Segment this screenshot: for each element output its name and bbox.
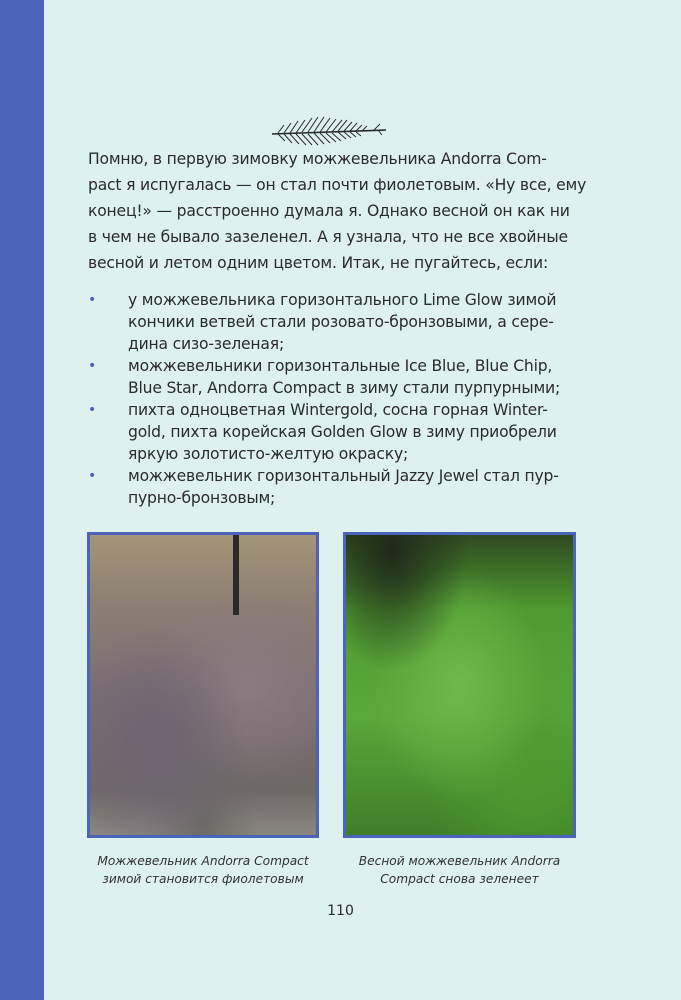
caption-line: зимой становится фиолетовым [102, 872, 304, 886]
photo-juniper-spring [343, 532, 576, 838]
caption-line: Можжевельник Andorra Compact [97, 854, 309, 868]
text-line: пурно-бронзовым; [128, 489, 276, 507]
list-item [88, 355, 580, 399]
bullet-icon: • [88, 358, 97, 374]
bullet-icon: • [88, 402, 97, 418]
text-line: кончики ветвей стали розовато-бронзовыми, а сере- [128, 313, 554, 331]
page-number: 110 [327, 903, 354, 919]
text-line: можжевельник горизонтальный Jazzy Jewel стал пур- [128, 467, 559, 485]
text-line: конец!» — расстроенно думала я. Однако весной он как ни [88, 202, 570, 220]
text-line: у можжевельника горизонтального Lime Glow зимой [128, 291, 557, 309]
photo-juniper-winter [87, 532, 319, 838]
caption-line: Compact снова зеленеет [380, 872, 539, 886]
text-line: Blue Star, Andorra Compact в зиму стали пурпурными; [128, 379, 561, 397]
text-line: можжевельники горизонтальные Ice Blue, Blue Chip, [128, 357, 553, 375]
body-paragraph [88, 146, 587, 276]
text-line: весной и летом одним цветом. Итак, не пугайтесь, если: [88, 254, 549, 272]
list-item [88, 289, 580, 355]
text-line: Помню, в первую зимовку можжевельника Andorra Com- [88, 150, 547, 168]
text-line: пихта одноцветная Wintergold, сосна горная Winter- [128, 401, 548, 419]
figure-caption [87, 852, 319, 888]
page-edge-bar [0, 0, 44, 1000]
figure-caption [343, 852, 576, 888]
bullet-list [88, 289, 580, 509]
text-line: дина сизо-зеленая; [128, 335, 285, 353]
bullet-icon: • [88, 468, 97, 484]
caption-line: Весной можжевельник Andorra [358, 854, 561, 868]
post [233, 535, 239, 615]
text-line: gold, пихта корейская Golden Glow в зиму приобрели [128, 423, 557, 441]
text-line: в чем не бывало зазеленел. А я узнала, что не все хвойные [88, 228, 568, 246]
text-line: pact я испугалась — он стал почти фиолетовым. «Ну все, ему [88, 176, 587, 194]
list-item [88, 465, 580, 509]
bullet-icon: • [88, 292, 97, 308]
fir-branch-icon [268, 108, 392, 148]
text-line: яркую золотисто-желтую окраску; [128, 445, 409, 463]
list-item [88, 399, 580, 465]
